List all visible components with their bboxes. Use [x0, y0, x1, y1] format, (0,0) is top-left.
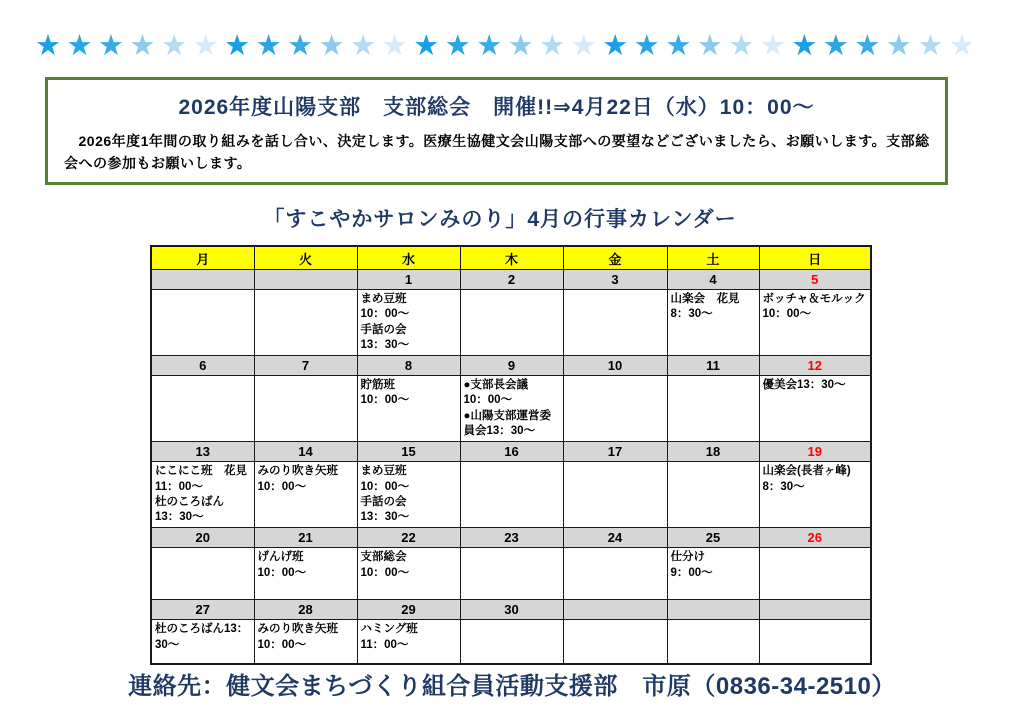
calendar-event-cell: 山楽会(長者ヶ峰) 8：30～ — [759, 462, 871, 528]
weekday-header-cell: 日 — [759, 246, 871, 270]
announcement-title: 2026年度山陽支部 支部総会 開催!!⇒4月22日（水）10：00～ — [178, 96, 815, 119]
star-icon: ★ — [413, 30, 440, 62]
calendar-event-cell — [667, 620, 759, 664]
calendar-date-cell: 23 — [460, 528, 563, 548]
calendar-date-cell: 12 — [759, 356, 871, 376]
calendar-date-cell: 22 — [357, 528, 460, 548]
footer-contact: 連絡先：健文会まちづくり組合員活動支援部 市原（0836-34-2510） — [128, 673, 896, 700]
star-icon: ★ — [318, 30, 345, 62]
calendar-date-cell: 18 — [667, 442, 759, 462]
calendar-event-cell: 貯筋班 10：00～ — [357, 376, 460, 442]
calendar-event-cell: にこにこ班 花見 11：00～ 杜のころばん 13：30～ — [151, 462, 254, 528]
calendar-date-cell: 14 — [254, 442, 357, 462]
calendar-date-cell: 5 — [759, 270, 871, 290]
calendar-date-cell: 9 — [460, 356, 563, 376]
calendar-event-cell: げんげ班 10：00～ — [254, 548, 357, 600]
event-row — [151, 462, 871, 528]
calendar-event-cell: みのり吹き矢班 10：00～ — [254, 620, 357, 664]
calendar-event-cell — [563, 290, 667, 356]
calendar-date-cell: 24 — [563, 528, 667, 548]
calendar-date-cell: 13 — [151, 442, 254, 462]
star-icon: ★ — [854, 30, 881, 62]
calendar-event-cell — [460, 548, 563, 600]
event-row — [151, 548, 871, 600]
star-icon: ★ — [822, 30, 849, 62]
calendar-table — [150, 245, 872, 665]
star-icon: ★ — [791, 30, 818, 62]
calendar-date-cell: 3 — [563, 270, 667, 290]
calendar-date-cell: 17 — [563, 442, 667, 462]
event-row — [151, 290, 871, 356]
calendar-event-cell — [563, 462, 667, 528]
calendar-event-cell: 杜のころばん13：30～ — [151, 620, 254, 664]
weekday-header-row — [151, 246, 871, 270]
calendar-date-cell: 1 — [357, 270, 460, 290]
weekday-header-cell: 木 — [460, 246, 563, 270]
star-icon: ★ — [192, 30, 219, 62]
calendar-event-cell: 仕分け 9：00～ — [667, 548, 759, 600]
event-row — [151, 376, 871, 442]
calendar-date-cell: 10 — [563, 356, 667, 376]
calendar-date-cell — [667, 600, 759, 620]
weekday-header-cell: 火 — [254, 246, 357, 270]
weekday-header-cell: 水 — [357, 246, 460, 270]
calendar-event-cell — [460, 620, 563, 664]
calendar-event-cell — [254, 376, 357, 442]
calendar-event-cell — [759, 548, 871, 600]
star-icon: ★ — [476, 30, 503, 62]
star-icon: ★ — [98, 30, 125, 62]
star-icon: ★ — [287, 30, 314, 62]
star-icon: ★ — [507, 30, 534, 62]
calendar-event-cell: ボッチャ＆モルック 10：00～ — [759, 290, 871, 356]
calendar-date-cell: 29 — [357, 600, 460, 620]
calendar-date-cell — [563, 600, 667, 620]
calendar-date-cell: 7 — [254, 356, 357, 376]
weekday-header-cell: 月 — [151, 246, 254, 270]
event-row — [151, 620, 871, 664]
star-icon: ★ — [444, 30, 471, 62]
star-icon: ★ — [129, 30, 156, 62]
star-icon: ★ — [570, 30, 597, 62]
announcement-body: 2026年度1年間の取り組みを話し合い、決定します。医療生協健文会山陽支部への要望などございましたら、お願いします。支部総会への参加もお願いします。 — [64, 133, 930, 172]
weekday-header-cell: 土 — [667, 246, 759, 270]
star-icon: ★ — [696, 30, 723, 62]
star-icon: ★ — [161, 30, 188, 62]
calendar-date-cell: 28 — [254, 600, 357, 620]
calendar-date-cell: 16 — [460, 442, 563, 462]
star-icon: ★ — [539, 30, 566, 62]
calendar-event-cell: 山楽会 花見 8：30～ — [667, 290, 759, 356]
calendar-date-cell: 30 — [460, 600, 563, 620]
calendar-event-cell — [759, 620, 871, 664]
calendar-date-cell: 2 — [460, 270, 563, 290]
calendar-event-cell: ●支部長会議 10：00～ ●山陽支部運営委員会13：30～ — [460, 376, 563, 442]
star-icon: ★ — [35, 30, 61, 62]
calendar-date-cell — [759, 600, 871, 620]
calendar-event-cell — [667, 462, 759, 528]
calendar-event-cell — [460, 462, 563, 528]
date-row — [151, 528, 871, 548]
star-icon: ★ — [917, 30, 944, 62]
calendar-date-cell: 26 — [759, 528, 871, 548]
calendar-date-cell: 4 — [667, 270, 759, 290]
star-icon: ★ — [66, 30, 93, 62]
calendar-date-cell: 15 — [357, 442, 460, 462]
date-row — [151, 356, 871, 376]
calendar-title: 「すこやかサロンみのり」4月の行事カレンダー — [263, 208, 737, 231]
star-icon: ★ — [665, 30, 692, 62]
calendar-event-cell — [254, 290, 357, 356]
calendar-event-cell — [151, 548, 254, 600]
announcement-box — [45, 77, 948, 185]
star-icon: ★ — [381, 30, 408, 62]
calendar-date-cell: 27 — [151, 600, 254, 620]
star-icon: ★ — [224, 30, 251, 62]
star-icon: ★ — [885, 30, 912, 62]
calendar-date-cell: 6 — [151, 356, 254, 376]
star-icon: ★ — [602, 30, 629, 62]
calendar-event-cell — [563, 620, 667, 664]
calendar-event-cell — [151, 376, 254, 442]
star-icon: ★ — [728, 30, 755, 62]
date-row — [151, 270, 871, 290]
calendar-event-cell — [667, 376, 759, 442]
calendar-date-cell — [151, 270, 254, 290]
calendar-event-cell: まめ豆班 10：00～ 手話の会 13：30～ — [357, 462, 460, 528]
star-icon: ★ — [759, 30, 786, 62]
calendar-event-cell — [151, 290, 254, 356]
calendar-date-cell: 19 — [759, 442, 871, 462]
star-icon: ★ — [255, 30, 282, 62]
star-icon: ★ — [350, 30, 377, 62]
stars-row — [35, 30, 975, 62]
calendar-event-cell: 支部総会 10：00～ — [357, 548, 460, 600]
calendar-date-cell: 25 — [667, 528, 759, 548]
weekday-header-cell: 金 — [563, 246, 667, 270]
calendar-event-cell — [563, 376, 667, 442]
calendar-event-cell — [563, 548, 667, 600]
calendar-event-cell: 優美会13：30～ — [759, 376, 871, 442]
star-icon: ★ — [948, 30, 975, 62]
calendar-date-cell: 11 — [667, 356, 759, 376]
calendar-date-cell: 8 — [357, 356, 460, 376]
calendar-event-cell: みのり吹き矢班 10：00～ — [254, 462, 357, 528]
calendar-event-cell: まめ豆班 10：00～ 手話の会 13：30～ — [357, 290, 460, 356]
date-row — [151, 442, 871, 462]
calendar-event-cell: ハミング班 11：00～ — [357, 620, 460, 664]
calendar-date-cell: 20 — [151, 528, 254, 548]
calendar-event-cell — [460, 290, 563, 356]
calendar-date-cell: 21 — [254, 528, 357, 548]
calendar-date-cell — [254, 270, 357, 290]
date-row — [151, 600, 871, 620]
star-icon: ★ — [633, 30, 660, 62]
